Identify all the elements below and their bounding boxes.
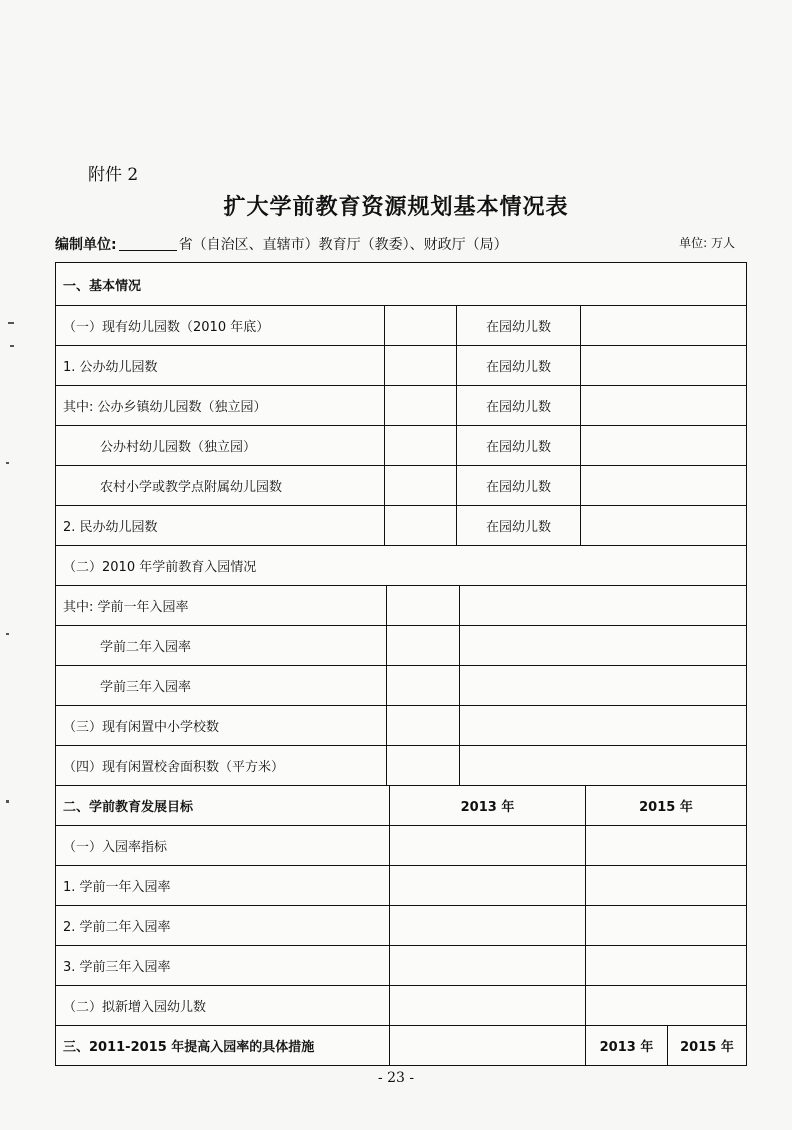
value-cell[interactable] [386,666,459,705]
value-cell[interactable] [389,946,585,985]
section3-title: 三、2011-2015 年提高入园率的具体措施 [63,1040,315,1055]
row-right-label: 在园幼儿数 [456,426,580,465]
value-cell[interactable] [389,906,585,945]
plan-table [55,262,747,1066]
section1-title: 一、基本情况 [63,278,142,294]
value-cell[interactable] [384,426,456,465]
table-row [56,385,746,425]
value-cell[interactable] [386,626,459,665]
value-cell[interactable] [585,986,746,1025]
table-row [56,505,746,545]
page-title: 扩大学前教育资源规划基本情况表 [223,195,569,220]
row-label: （二）拟新增入园幼儿数 [63,1000,207,1015]
value-cell[interactable] [384,306,456,345]
scan-mark [8,322,14,324]
table-row [56,305,746,345]
value-cell[interactable] [384,506,456,545]
page-number: - 23 - [377,1070,415,1086]
value-cell[interactable] [384,346,456,385]
table-row [56,945,746,985]
value-cell[interactable] [580,346,746,385]
row-label: 3. 学前三年入园率 [63,960,171,975]
row-right-label: 在园幼儿数 [456,386,580,425]
value-cell[interactable] [386,746,459,785]
value-cell[interactable] [459,746,746,785]
org-unit-blank [119,236,177,251]
row-right-label: 在园幼儿数 [456,506,580,545]
table-row [56,705,746,745]
value-cell[interactable] [386,586,459,625]
org-unit-suffix: 省（自治区、直辖市）教育厅（教委）、财政厅（局） [178,237,508,253]
value-cell[interactable] [585,946,746,985]
table-row [56,665,746,705]
row-label: 公办村幼儿园数（独立园） [100,440,257,455]
table-row [56,865,746,905]
value-cell[interactable] [459,586,746,625]
section1-header-row [56,263,746,305]
row-right-label: 在园幼儿数 [456,466,580,505]
row-label: 2. 民办幼儿园数 [63,520,158,535]
table-row [56,985,746,1025]
scan-mark [10,345,14,347]
section2-header-row [56,785,746,825]
table-row [56,465,746,505]
value-cell[interactable] [389,826,585,865]
col-2013-header: 2013 年 [389,786,585,825]
row-label: 农村小学或教学点附属幼儿园数 [100,480,283,495]
col-2013-header: 2013 年 [585,1026,667,1065]
row-label: 1. 公办幼儿园数 [63,360,158,375]
table-row [56,825,746,865]
table-row [56,345,746,385]
section2-title: 二、学前教育发展目标 [63,800,194,815]
value-cell[interactable] [585,826,746,865]
row-label: 学前二年入园率 [100,640,192,655]
value-cell[interactable] [585,906,746,945]
value-cell[interactable] [580,506,746,545]
value-cell[interactable] [580,386,746,425]
row-label: （四）现有闲置校舍面积数（平方米） [63,760,285,775]
row-label: （一）现有幼儿园数（2010 年底） [63,320,270,335]
col-2015-header: 2015 年 [667,1026,746,1065]
value-cell[interactable] [384,466,456,505]
value-cell[interactable] [580,466,746,505]
value-cell[interactable] [580,306,746,345]
row-label: 其中: 学前一年入园率 [63,600,189,615]
table-row [56,745,746,785]
measure-unit: 单位: 万人 [679,236,735,250]
table-row [56,625,746,665]
attachment-label: 附件 2 [88,165,139,185]
table-row [56,905,746,945]
value-cell[interactable] [389,986,585,1025]
scan-mark [6,633,9,635]
row-right-label: 在园幼儿数 [456,346,580,385]
value-cell[interactable] [386,706,459,745]
value-cell[interactable] [585,866,746,905]
value-cell[interactable] [459,626,746,665]
value-cell[interactable] [459,666,746,705]
value-cell[interactable] [384,386,456,425]
section3-header-row [56,1025,746,1065]
row-label: 其中: 公办乡镇幼儿园数（独立园） [63,400,267,415]
row-label: （三）现有闲置中小学校数 [63,720,220,735]
row-right-label: 在园幼儿数 [456,306,580,345]
col-2015-header: 2015 年 [585,786,746,825]
row-label: 学前三年入园率 [100,680,192,695]
value-cell[interactable] [389,866,585,905]
enroll-title: （二）2010 年学前教育入园情况 [63,560,257,575]
row-label: （一）入园率指标 [63,840,168,855]
enroll-header-row [56,545,746,585]
row-label: 1. 学前一年入园率 [63,880,171,895]
row-label: 2. 学前二年入园率 [63,920,171,935]
org-unit-label: 编制单位: [55,237,117,253]
value-cell[interactable] [389,1026,585,1065]
value-cell[interactable] [580,426,746,465]
scan-mark [6,800,9,803]
unit-line [55,234,745,256]
table-row [56,585,746,625]
scan-mark [6,462,9,464]
value-cell[interactable] [459,706,746,745]
table-row [56,425,746,465]
